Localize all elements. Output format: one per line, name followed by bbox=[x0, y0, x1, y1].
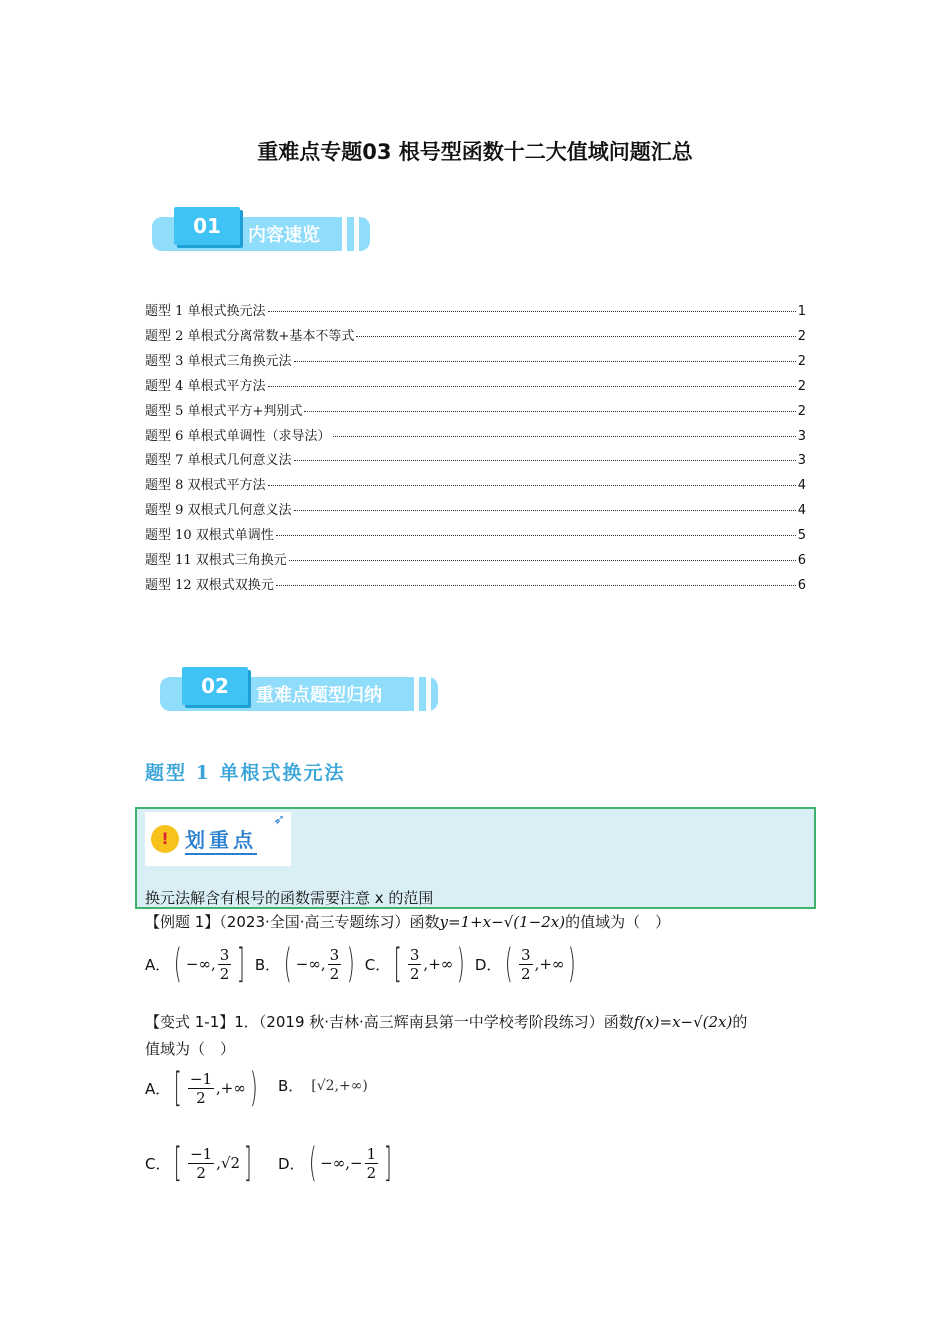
toc-entry[interactable] bbox=[145, 375, 806, 400]
key-point-logo bbox=[145, 812, 291, 866]
option-key: D． bbox=[278, 1154, 305, 1173]
section-banner-types bbox=[160, 667, 440, 711]
toc-entry-title: 题型 10 双根式单调性 bbox=[145, 528, 274, 544]
option-value: [√2,+∞) bbox=[311, 1077, 368, 1094]
variant-1-question-line2: 值域为（ ） bbox=[145, 1040, 236, 1058]
document-title: 重难点专题03 根号型函数十二大值域问题汇总 bbox=[257, 140, 693, 164]
toc-page-number: 6 bbox=[797, 553, 806, 568]
toc-page-number: 2 bbox=[797, 353, 806, 369]
toc-entry-title: 题型 2 单根式分离常数+基本不等式 bbox=[145, 328, 355, 344]
toc-entry-title: 题型 4 单根式平方法 bbox=[145, 378, 266, 394]
toc-entry-title: 题型 8 双根式平方法 bbox=[145, 478, 266, 494]
toc-page-number: 3 bbox=[797, 428, 806, 444]
toc-entry-title: 题型 1 单根式换元法 bbox=[145, 304, 266, 319]
answer-option[interactable]: D． ( −∞,− $\frac{1}{2}$ ] bbox=[278, 1140, 392, 1186]
paper-plane-icon: ➶ bbox=[273, 812, 285, 828]
option-key: B． bbox=[254, 955, 281, 974]
toc-entry-title: 题型 3 单根式三角换元法 bbox=[145, 353, 292, 369]
toc-entry-title: 题型 9 双根式几何意义法 bbox=[145, 503, 292, 519]
toc-entry[interactable] bbox=[145, 449, 806, 474]
lightbulb-icon: ! bbox=[151, 825, 179, 853]
banner-label: 内容速览 bbox=[248, 225, 320, 246]
option-key: C． bbox=[364, 955, 391, 974]
variant-1-question: 【变式 1-1】1．（2019 秋·吉林·高三辉南县第一中学校考阶段练习）函数f(x)=x−√(2x)的 bbox=[145, 1013, 748, 1031]
section-banner-overview bbox=[152, 207, 372, 251]
banner-label: 重难点题型归纳 bbox=[256, 685, 382, 706]
example-1-question: 【例题 1】（2023·全国·高三专题练习）函数y=1+x−√(1−2x)的值域为（ ） bbox=[145, 913, 671, 931]
answer-option[interactable]: C． [ 3 2 ,+∞ ) bbox=[364, 941, 465, 987]
toc-entry[interactable] bbox=[145, 474, 806, 499]
option-key: A． bbox=[145, 1079, 171, 1098]
toc-entry[interactable] bbox=[145, 425, 806, 450]
toc-entry[interactable] bbox=[145, 574, 806, 599]
toc-page-number: 2 bbox=[797, 403, 806, 419]
option-key: A． bbox=[145, 955, 171, 974]
answer-option[interactable] bbox=[278, 1075, 368, 1096]
type-heading: 题型 1 单根式换元法 bbox=[145, 762, 346, 784]
toc-page-number: 5 bbox=[797, 528, 806, 544]
option-key: D． bbox=[474, 955, 502, 974]
answer-option[interactable]: A． [ −1 2 ,+∞ ) bbox=[145, 1065, 258, 1111]
toc-entry[interactable] bbox=[145, 549, 806, 574]
answer-option[interactable]: B． ( −∞, 3 2 ) bbox=[254, 941, 355, 987]
toc-entry[interactable] bbox=[145, 350, 806, 375]
key-point-box bbox=[135, 807, 816, 909]
toc-entry[interactable] bbox=[145, 325, 806, 350]
option-key: B． bbox=[278, 1077, 304, 1095]
example-1-options bbox=[145, 941, 580, 987]
answer-option[interactable]: A． ( −∞, 3 2 ] bbox=[145, 941, 245, 987]
banner-number: 02 bbox=[182, 667, 248, 705]
toc-entry[interactable] bbox=[145, 499, 806, 524]
toc-entry-title: 题型 11 双根式三角换元 bbox=[145, 553, 287, 568]
toc-page-number: 2 bbox=[797, 328, 806, 344]
toc-page-number: 1 bbox=[797, 304, 806, 319]
toc-entry[interactable] bbox=[145, 400, 806, 425]
toc-page-number: 4 bbox=[797, 503, 806, 519]
key-point-text: 换元法解含有根号的函数需要注意 x 的范围 bbox=[145, 889, 434, 907]
answer-option[interactable]: D． ( 3 2 ,+∞ ) bbox=[474, 941, 577, 987]
logo-text: 划重点 bbox=[185, 824, 257, 855]
toc-entry-title: 题型 12 双根式双换元 bbox=[145, 577, 274, 593]
toc-page-number: 3 bbox=[797, 453, 806, 469]
toc-entry-title: 题型 5 单根式平方+判别式 bbox=[145, 403, 303, 419]
banner-number: 01 bbox=[174, 207, 240, 245]
toc-page-number: 4 bbox=[797, 478, 806, 494]
toc-entry-title: 题型 6 单根式单调性（求导法） bbox=[145, 428, 331, 444]
toc-entry[interactable] bbox=[145, 300, 806, 325]
toc-page-number: 2 bbox=[797, 378, 806, 394]
option-key: C． bbox=[145, 1154, 171, 1173]
toc-entry-title: 题型 7 单根式几何意义法 bbox=[145, 453, 292, 469]
answer-option[interactable]: C． [ −1 2 ,√2 ] bbox=[145, 1140, 252, 1186]
toc-page-number: 6 bbox=[797, 577, 806, 593]
toc-entry[interactable] bbox=[145, 524, 806, 549]
